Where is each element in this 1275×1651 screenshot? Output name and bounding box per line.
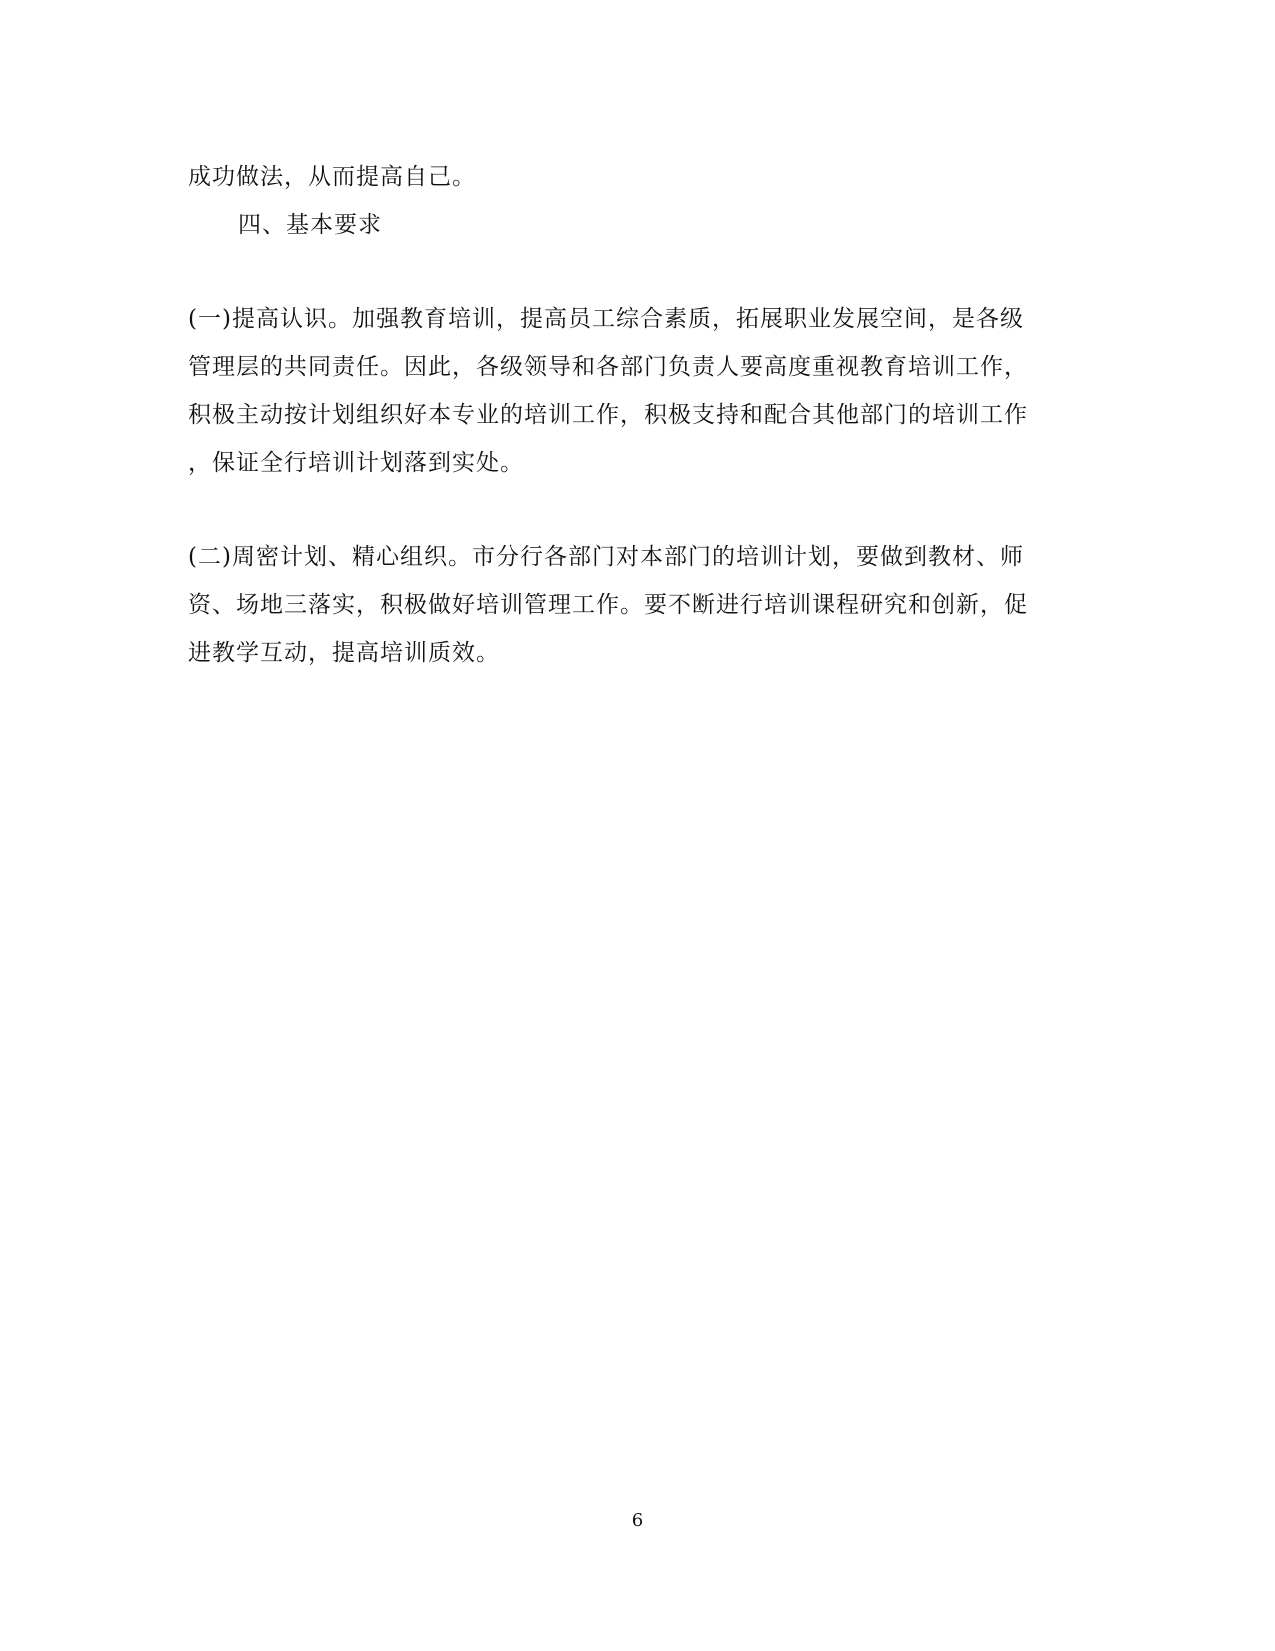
paragraph-line: 积极主动按计划组织好本专业的培训工作，积极支持和配合其他部门的培训工作 (188, 402, 1028, 428)
paragraph-line: 管理层的共同责任。因此，各级领导和各部门负责人要高度重视教育培训工作， (188, 354, 1028, 380)
section-heading: 四、基本要求 (238, 212, 382, 238)
paragraph-line: 资、场地三落实，积极做好培训管理工作。要不断进行培训课程研究和创新，促 (188, 592, 1028, 618)
page-number: 6 (631, 1510, 644, 1531)
paragraph-line: 进教学互动，提高培训质效。 (188, 640, 500, 666)
paragraph-line: (一)提高认识。加强教育培训，提高员工综合素质，拓展职业发展空间，是各级 (188, 306, 1024, 332)
paragraph-line: ，保证全行培训计划落到实处。 (188, 450, 524, 476)
paragraph-continuation: 成功做法，从而提高自己。 (188, 164, 476, 190)
paragraph-line: (二)周密计划、精心组织。市分行各部门对本部门的培训计划，要做到教材、师 (188, 544, 1024, 570)
